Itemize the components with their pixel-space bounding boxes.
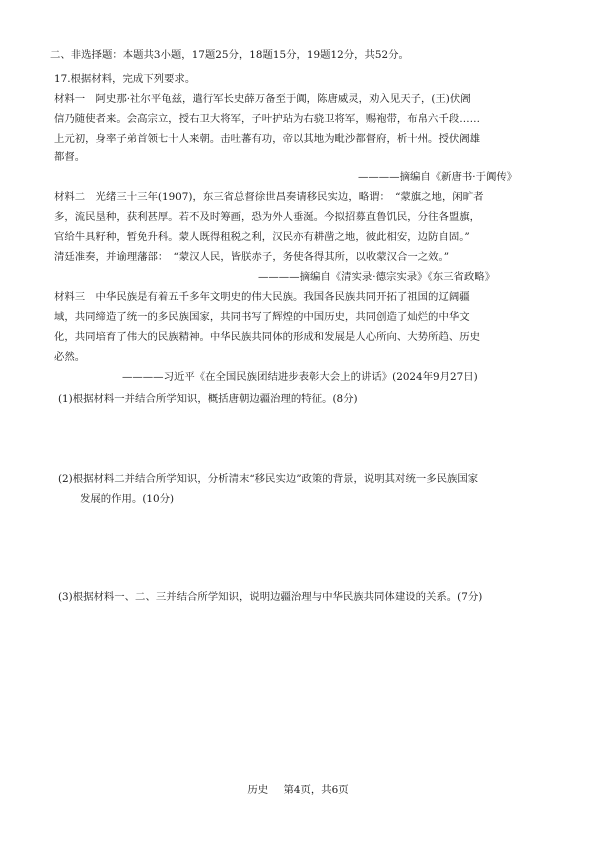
material-three-line: 必然。 xyxy=(54,351,86,363)
material-one-line: 材料一 阿史那·社尔平龟兹，遣行军长史薛万备至于阗，陈唐威灵，劝入见天子，(王)伏阇 xyxy=(54,93,471,105)
material-two-line: 清廷准奏，并谕理藩部： “蒙汉人民，皆朕赤子，务使各得其所，以收蒙汉合一之效。” xyxy=(54,251,450,263)
question-two-line: 发展的作用。(10分) xyxy=(80,493,175,505)
question-one: (1)根据材料一并结合所学知识，概括唐朝边疆治理的特征。(8分) xyxy=(58,393,358,405)
material-two-line: 官给牛具籽种，暂免升科。蒙人既得租税之利，汉民亦有耕凿之地，彼此相安，边防自固。” xyxy=(54,231,470,243)
material-three-line: 域，共同缔造了统一的多民族国家，共同书写了辉煌的中国历史，共同创造了灿烂的中华文 xyxy=(54,311,470,323)
material-two-line: 材料二 光绪三十三年(1907)，东三省总督徐世昌奏请移民实边，略谓： “蒙旗之地，闲旷者 xyxy=(54,191,484,203)
footer-page-number: 第4页，共6页 xyxy=(283,784,349,796)
section-header: 二、非选择题：本题共3小题，17题25分，18题15分，19题12分，共52分。 xyxy=(50,49,409,61)
question-two-line: (2)根据材料二并结合所学知识，分析清末“移民实边”政策的背景，说明其对统一多民族国家 xyxy=(58,473,479,485)
material-one-line: 信乃随使者来。会高宗立，授右卫大将军，子叶护玷为右骁卫将军，赐袍带，布帛六千段…… xyxy=(54,113,481,125)
material-two-source: ————摘编自《清实录·德宗实录》《东三省政略》 xyxy=(258,271,496,283)
question-intro: 17.根据材料，完成下列要求。 xyxy=(54,73,196,85)
page-footer xyxy=(0,783,596,797)
material-three-line: 材料三 中华民族是有着五千多年文明史的伟大民族。我国各民族共同开拓了祖国的辽阔疆 xyxy=(54,291,470,303)
material-three-source: ————习近平《在全国民族团结进步表彰大会上的讲话》(2024年9月27日) xyxy=(122,371,478,383)
material-three-line: 化，共同培育了伟大的民族精神。中华民族共同体的形成和发展是人心所向、大势所趋、历史 xyxy=(54,331,481,343)
material-one-line: 上元初，身率子弟首领七十人来朝。击吐蕃有功，帝以其地为毗沙都督府，析十州。授伏阇雄 xyxy=(54,133,481,145)
footer-subject: 历史 xyxy=(247,784,269,796)
material-one-source: ————摘编自《新唐书·于阗传》 xyxy=(358,171,518,183)
material-two-line: 多，流民垦种，获利甚厚。若不及时筹画，恐为外人垂涎。今拟招募直鲁饥民，分往各盟旗， xyxy=(54,211,481,223)
material-one-line: 都督。 xyxy=(54,151,86,163)
question-three: (3)根据材料一、二、三并结合所学知识，说明边疆治理与中华民族共同体建设的关系。(7分) xyxy=(58,591,483,603)
